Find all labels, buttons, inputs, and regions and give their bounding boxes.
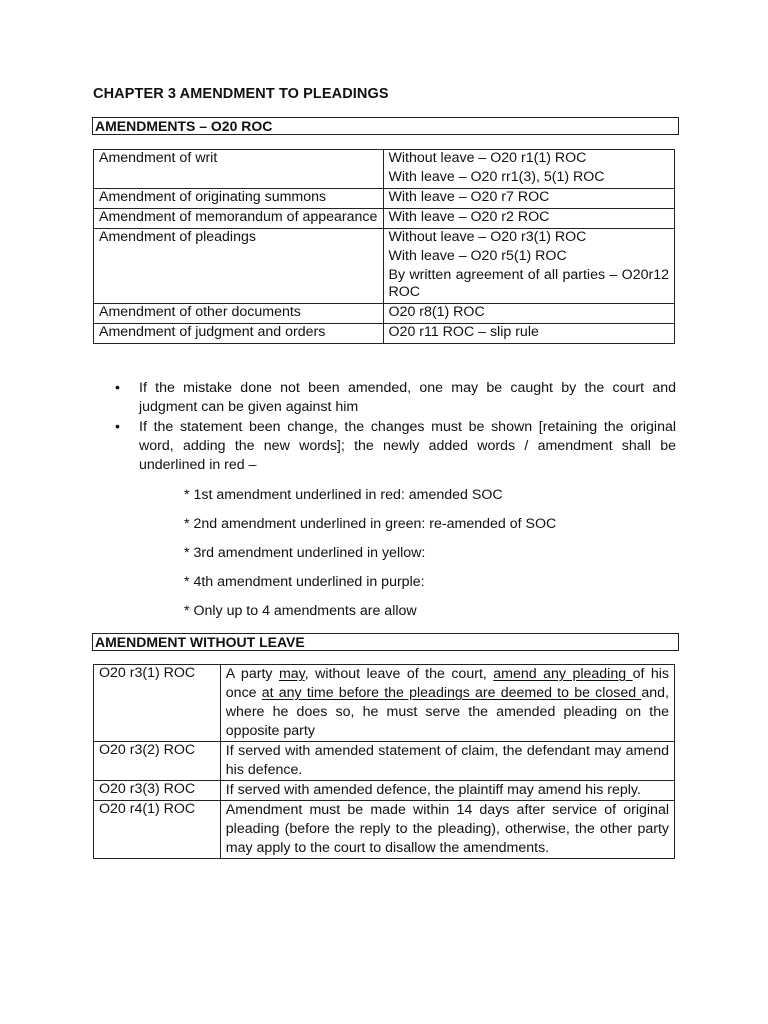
- underlined-phrase: amend any pleading: [493, 666, 633, 682]
- amendment-color-item: * 4th amendment underlined in purple:: [184, 574, 425, 590]
- bullet-icon: •: [115, 380, 120, 396]
- rule-description-cell: If served with amended defence, the plaintiff may amend his reply.: [220, 781, 674, 801]
- table-row: [94, 801, 675, 859]
- bullet-item: • If the mistake done not been amended, one may be caught by the court and judgment can be given against him: [115, 380, 676, 416]
- rule-description-cell: If served with amended statement of claim, the defendant may amend his defence.: [220, 742, 674, 781]
- bullet-list: [110, 379, 676, 475]
- rule-reference-cell: O20 r4(1) ROC: [94, 801, 221, 859]
- section-heading-amendments: AMENDMENTS – O20 ROC: [92, 117, 679, 135]
- rule-reference-cell: O20 r3(1) ROC: [94, 665, 221, 742]
- amendment-color-item: * 2nd amendment underlined in green: re-amended of SOC: [184, 516, 557, 532]
- chapter-title: CHAPTER 3 AMENDMENT TO PLEADINGS: [93, 86, 389, 102]
- amendment-item-cell: Amendment of pleadings: [94, 229, 384, 304]
- table-row: [94, 304, 675, 324]
- rule-reference-cell: O20 r3(2) ROC: [94, 742, 221, 781]
- table-row: [94, 150, 675, 189]
- amendment-item-cell: Amendment of originating summons: [94, 189, 384, 209]
- amendment-item-cell: Amendment of writ: [94, 150, 384, 189]
- amendment-color-list: [184, 486, 556, 631]
- underlined-phrase: at any time before the pleadings are deemed to be closed: [261, 685, 642, 701]
- amendment-item-cell: Amendment of other documents: [94, 304, 384, 324]
- amendment-rule-cell: With leave – O20 r2 ROC: [383, 209, 674, 229]
- table-row: [94, 742, 675, 781]
- amendment-color-item: * Only up to 4 amendments are allow: [184, 603, 417, 619]
- table-row: [94, 189, 675, 209]
- amendment-rule-cell: Without leave – O20 r1(1) ROC With leave – O20 rr1(3), 5(1) ROC: [383, 150, 674, 189]
- section-heading-without-leave: AMENDMENT WITHOUT LEAVE: [92, 633, 679, 651]
- table-row: [94, 665, 675, 742]
- table-row: [94, 781, 675, 801]
- rule-description-cell: Amendment must be made within 14 days after service of original pleading (before the reply to the pleading), otherwise, the other party may apply to the court to disallow the amendments.: [220, 801, 674, 859]
- amendment-rule-cell: O20 r8(1) ROC: [383, 304, 674, 324]
- table-row: [94, 209, 675, 229]
- table-row: [94, 324, 675, 344]
- amendment-color-item: * 1st amendment underlined in red: amended SOC: [184, 487, 503, 503]
- underlined-phrase: may: [278, 666, 305, 682]
- table-row: [94, 229, 675, 304]
- bullet-icon: •: [115, 418, 120, 435]
- without-leave-table: [93, 664, 675, 859]
- amendment-item-cell: Amendment of judgment and orders: [94, 324, 384, 344]
- rule-description-cell: A party may, without leave of the court, amend any pleading of his once at any time before the pleadings are deemed to be closed and, where he does so, he must serve the amended pleading on the opposite party: [220, 665, 674, 742]
- rule-reference-cell: O20 r3(3) ROC: [94, 781, 221, 801]
- amendments-table: [93, 149, 675, 344]
- amendment-rule-cell: With leave – O20 r7 ROC: [383, 189, 674, 209]
- amendment-rule-cell: Without leave – O20 r3(1) ROC With leave – O20 r5(1) ROC By written agreement of all parties – O20r12 ROC: [383, 229, 674, 304]
- amendment-color-item: * 3rd amendment underlined in yellow:: [184, 545, 426, 561]
- amendment-item-cell: Amendment of memorandum of appearance: [94, 209, 384, 229]
- bullet-item: • If the statement been change, the changes must be shown [retaining the original word, adding the new words]; the newly added words / amendment shall be underlined in red –: [115, 418, 676, 474]
- amendment-rule-cell: O20 r11 ROC – slip rule: [383, 324, 674, 344]
